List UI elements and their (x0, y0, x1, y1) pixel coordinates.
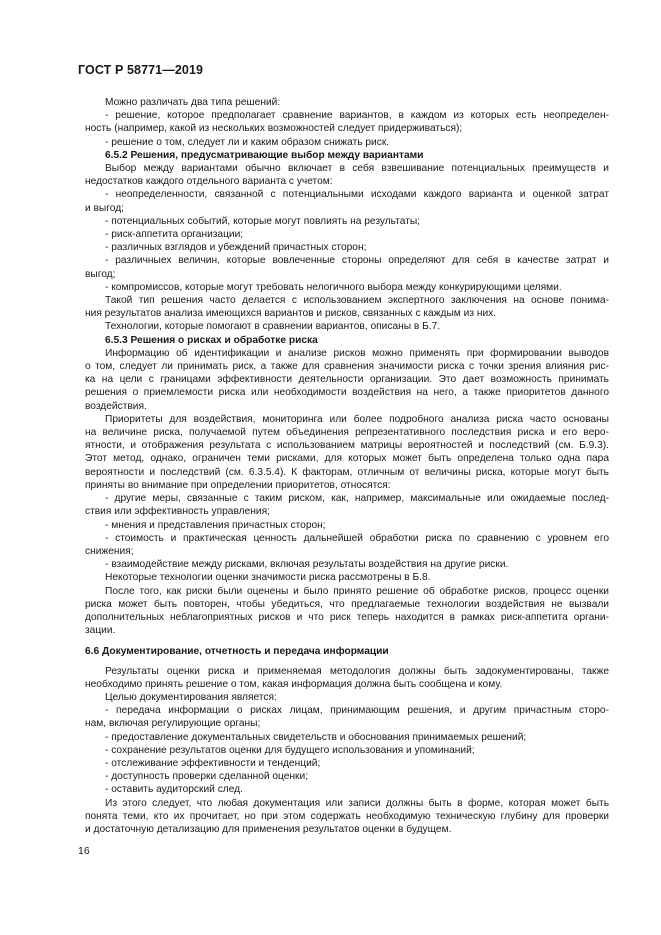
text-line: Информацию об идентификации и анализе рисков можно применять при формировании выводов (105, 347, 609, 359)
section-6-6-title: 6.6 Документирование, отчетность и передача информации (85, 646, 389, 658)
text-line: снижения; (85, 545, 134, 557)
text-line: воздействия. (85, 400, 147, 412)
subsection-heading: 6.5.3 Решения о рисках и обработке риска (105, 334, 318, 346)
text-line: - стоимость и практическая ценность дальнейшей обработки риска по сравнению с уровнем его (105, 532, 609, 544)
text-line: - другие меры, связанные с таким риском, как, например, максимальные или ожидаемые послед- (105, 493, 609, 505)
text-line: ятности, и отображения результата с использованием матрицы вероятностей и последствий (см. Б.9.3). (85, 440, 609, 452)
text-line: - оставить аудиторский след. (105, 784, 243, 796)
text-line: на величине риска, получаемой путем объединения репрезентативного последствия риска и его веро- (85, 427, 609, 439)
text-line: - сохранение результатов оценки для будущего использования и упоминаний; (105, 744, 475, 756)
section-6-6-text (85, 665, 609, 837)
page-number: 16 (78, 845, 90, 857)
text-line: необходимо принять решение о том, какая информация должна быть сообщена и кому. (85, 678, 503, 690)
text-line: Результаты оценки риска и применяемая методология должны быть задокументированы, также (105, 665, 609, 677)
text-line: риска может быть повторен, чтобы убедиться, что предлагаемые технологии воздействия не вызвали (85, 598, 609, 610)
text-line: и выгод; (85, 202, 124, 214)
text-line: решения о приемлемости риска или необходимости воздействия на него, а также приоритетов данного (85, 387, 609, 399)
text-line: - предоставление документальных свидетельств и обоснования принимаемых решений; (105, 731, 527, 743)
text-line: - неопределенности, связанной с потенциальными исходами каждого варианта и оценкой затрат (105, 189, 609, 201)
text-line: - передача информации о рисках лицам, принимающим решения, и другим причастным сторо- (105, 705, 609, 717)
text-line: - риск-аппетита организации; (105, 229, 244, 241)
text-line: - решение, которое предполагает сравнение вариантов, в каждом из которых есть неопределен- (105, 110, 609, 122)
text-line: ния результатов анализа имеющихся вариантов и рисков, связанных с каждым из них. (85, 308, 497, 320)
text-line: - потенциальных событий, которые могут повлиять на результаты; (105, 215, 421, 227)
text-line: дополнительных неблагоприятных рисков и что риск теперь находится в рамках риск-аппетита органи- (85, 611, 609, 623)
text-line: зации. (85, 625, 116, 637)
text-line: ность (например, какой из нескольких возможностей следует придерживаться); (85, 123, 463, 135)
text-line: - различныех величин, которые вовлеченные стороны определяют для себя в качестве затрат и (105, 255, 609, 267)
text-line: нам, включая регулирующие органы; (85, 718, 261, 730)
text-line: - компромиссов, которые могут требовать нелогичного выбора между конкурирующими целями. (105, 281, 562, 293)
text-line: - доступность проверки сделанной оценки; (105, 771, 309, 783)
text-line: о том, следует ли принимать риск, а также для сравнения значимости риска с точки зрения влияния рис- (85, 361, 609, 373)
text-line: После того, как риски были оценены и было принято решение об обработке рисков, процесс оценки (105, 585, 609, 597)
text-line: Этот метод, однако, ограничен теми рисками, для которых может быть определена только одна пара (85, 453, 609, 465)
text-line: ствия или эффективность управления; (85, 506, 270, 518)
text-line: - мнения и представления причастных сторон; (105, 519, 326, 531)
text-line: Можно различать два типа решений: (105, 97, 281, 108)
subsection-heading: 6.5.2 Решения, предусматривающие выбор между вариантами (105, 149, 424, 161)
text-line: и достаточную детализацию для применения результатов оценки в будущем. (85, 823, 452, 835)
text-line: выгод; (85, 268, 116, 280)
section-6-5-text (85, 96, 609, 637)
text-line: Приоритеты для воздействия, мониторинга или более подробного анализа риска часто основаны (105, 413, 609, 425)
text-line: Некоторые технологии оценки значимости риска рассмотрены в Б.8. (105, 572, 431, 584)
text-line: Целью документирования является: (105, 691, 277, 703)
text-line: вероятности и последствий (см. 6.3.5.4). К факторам, отличным от величины риска, которые могут быть (85, 466, 609, 478)
text-line: - взаимодействие между рисками, включая результаты воздействия на другие риски. (105, 559, 509, 571)
text-line: Такой тип решения часто делается с использованием экспертного заключения на основе понима- (105, 295, 609, 307)
text-line: недостатков каждого отдельного варианта с учетом: (85, 176, 333, 188)
text-line: Из этого следует, что любая документация или записи должны быть в форме, которая может быть (105, 797, 609, 809)
document-code-header: ГОСТ Р 58771—2019 (78, 63, 204, 77)
text-line: Технологии, которые помогают в сравнении вариантов, описаны в Б.7. (105, 321, 441, 333)
text-line: понята теми, кто их прочитает, но при этом содержать необходимую техническую глубину для проверки (85, 810, 609, 822)
page-body (85, 96, 609, 836)
text-line: - различных взглядов и убеждений причастных сторон; (105, 242, 367, 254)
text-line: Выбор между вариантами обычно включает в себя взвешивание потенциальных преимуществ и (105, 163, 609, 175)
text-line: ка на цели с границами эффективности деятельности организации. Это дает возможность принимать (85, 374, 609, 386)
text-line: приняты во внимание при определении приоритетов, относятся: (85, 479, 391, 491)
text-line: - решение о том, следует ли и каким образом снижать риск. (105, 136, 390, 148)
text-line: - отслеживание эффективности и тенденций; (105, 757, 321, 769)
